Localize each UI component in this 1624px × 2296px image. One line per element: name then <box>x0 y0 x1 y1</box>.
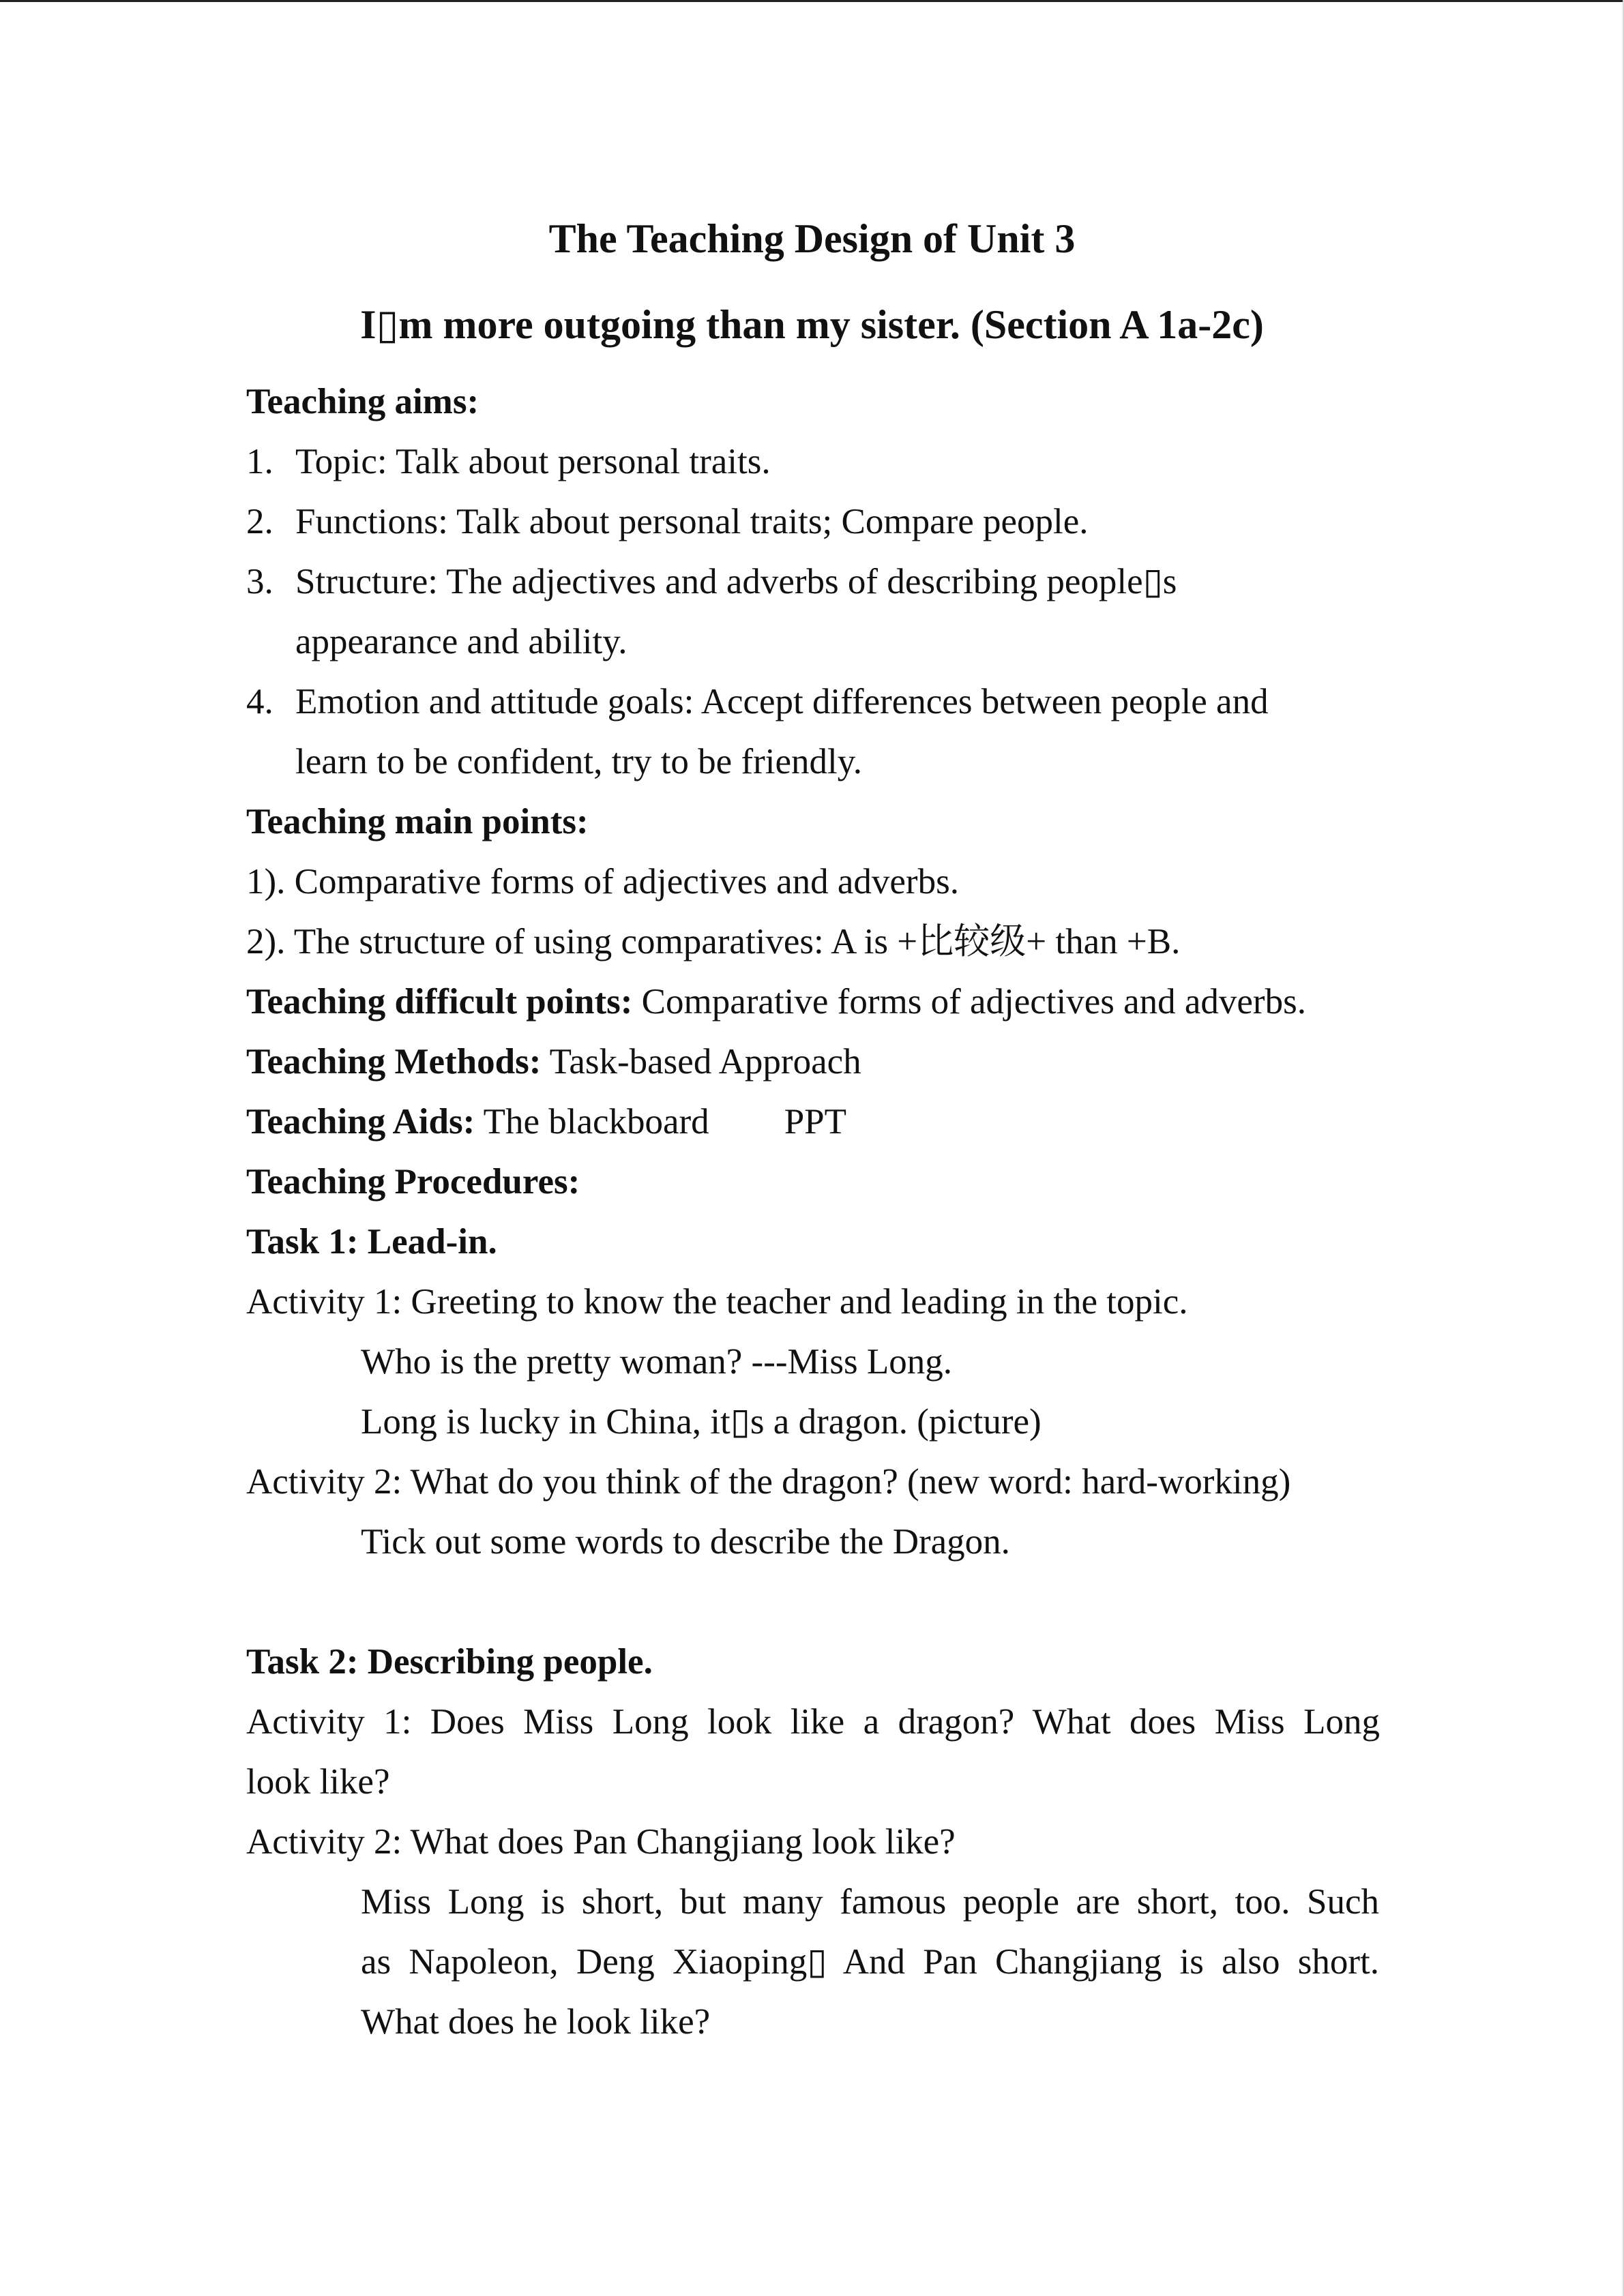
main-point-1: 1). Comparative forms of adjectives and adverbs. <box>246 862 959 901</box>
task1-activity1-line2: Long is lucky in China, it▯s a dragon. (picture) <box>361 1402 1042 1442</box>
task1-heading: Task 1: Lead-in. <box>246 1222 497 1262</box>
aims-item-2 <box>246 500 1089 543</box>
teaching-aids <box>246 1100 846 1144</box>
aims-item-text: Structure: The adjectives and adverbs of describing people▯s <box>295 562 1177 601</box>
difficult-points-text: Comparative forms of adjectives and adverbs. <box>632 982 1306 1022</box>
task1-activity2-line1: Tick out some words to describe the Dragon. <box>361 1522 1010 1562</box>
procedures-heading: Teaching Procedures: <box>246 1162 580 1202</box>
aims-item-3 <box>246 560 1177 603</box>
aims-item-4 <box>246 680 1269 724</box>
aims-item-number: 3. <box>246 562 274 601</box>
aims-item-number: 2. <box>246 502 274 541</box>
teaching-methods-text: Task-based Approach <box>541 1042 861 1082</box>
teaching-aids-text-2: PPT <box>784 1102 847 1142</box>
difficult-points-label: Teaching difficult points: <box>246 982 633 1022</box>
task2-heading: Task 2: Describing people. <box>246 1642 653 1682</box>
aims-item-number: 1. <box>246 442 274 481</box>
aims-item-text: Topic: Talk about personal traits. <box>295 442 771 481</box>
aims-item-text: Emotion and attitude goals: Accept differences between people and <box>295 682 1269 721</box>
teaching-aids-text-1: The blackboard <box>475 1102 709 1142</box>
document-subtitle: I▯m more outgoing than my sister. (Section A 1a-2c) <box>360 302 1264 347</box>
teaching-methods-label: Teaching Methods: <box>246 1042 542 1082</box>
task2-activity1-line2: look like? <box>246 1762 390 1802</box>
aims-heading: Teaching aims: <box>246 382 479 421</box>
task2-activity2-line3: What does he look like? <box>361 2002 711 2042</box>
task2-activity2: Activity 2: What does Pan Changjiang look like? <box>246 1822 956 1862</box>
aims-item-1 <box>246 440 771 483</box>
task2-activity2-line2: as Napoleon, Deng Xiaoping▯ And Pan Changjiang is also short. <box>361 1942 1379 1982</box>
main-point-2: 2). The structure of using comparatives: A is +比较级+ than +B. <box>246 922 1181 961</box>
page-top-border <box>0 0 1624 2</box>
task1-activity1: Activity 1: Greeting to know the teacher and leading in the topic. <box>246 1282 1188 1322</box>
task2-activity2-line1: Miss Long is short, but many famous people are short, too. Such <box>361 1882 1379 1922</box>
difficult-points <box>246 980 1306 1024</box>
task1-activity1-line1: Who is the pretty woman? ---Miss Long. <box>361 1342 952 1382</box>
task2-activity1-line1: Activity 1: Does Miss Long look like a dragon? What does Miss Long <box>246 1702 1380 1742</box>
task1-activity2: Activity 2: What do you think of the dragon? (new word: hard-working) <box>246 1462 1291 1502</box>
teaching-aids-label: Teaching Aids: <box>246 1102 475 1142</box>
aims-item-4-continuation: learn to be confident, try to be friendly. <box>295 742 863 781</box>
main-points-heading: Teaching main points: <box>246 802 589 841</box>
aims-item-text: Functions: Talk about personal traits; Compare people. <box>295 502 1089 541</box>
document-title: The Teaching Design of Unit 3 <box>548 216 1076 261</box>
aims-item-number: 4. <box>246 682 274 721</box>
aims-item-3-continuation: appearance and ability. <box>295 622 628 661</box>
teaching-methods <box>246 1040 861 1084</box>
